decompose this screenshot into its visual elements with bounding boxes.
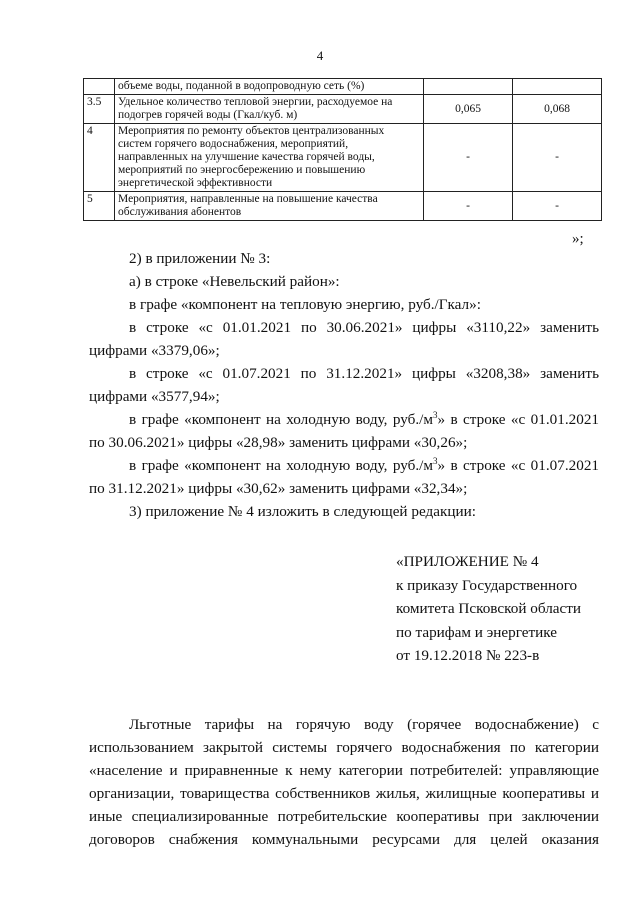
row-value-2: - bbox=[513, 192, 602, 221]
superscript: 3 bbox=[432, 409, 438, 420]
paragraph: в строке «с 01.01.2021 по 30.06.2021» цифры «3110,22» заменить цифрами «3379,06»; bbox=[89, 319, 599, 359]
row-value-1: 0,065 bbox=[424, 95, 513, 124]
row-value-1: - bbox=[424, 124, 513, 192]
amendments-body bbox=[89, 247, 599, 523]
paragraph: а) в строке «Невельский район»: bbox=[129, 273, 340, 290]
paragraph-part: в графе «компонент на холодную воду, руб./м bbox=[129, 411, 433, 428]
annex-line: к приказу Государственного bbox=[396, 576, 578, 594]
row-text: Мероприятия по ремонту объектов централизованных систем горячего водоснабжения, мероприятий, направленных на улучшение качества горячей воды, мероприятий по энергосбережению и повышению энергетической эффективности bbox=[115, 124, 424, 192]
superscript: 3 bbox=[432, 455, 438, 466]
paragraph: 2) в приложении № 3: bbox=[129, 250, 271, 267]
row-value-2: - bbox=[513, 124, 602, 192]
row-number: 3.5 bbox=[84, 95, 115, 124]
paragraph bbox=[89, 454, 599, 500]
row-value-1 bbox=[424, 79, 513, 95]
annex-header bbox=[396, 550, 581, 668]
row-value-2: 0,068 bbox=[513, 95, 602, 124]
row-text: объеме воды, поданной в водопроводную сеть (%) bbox=[115, 79, 424, 95]
quote-close: »; bbox=[572, 231, 584, 247]
page-number: 4 bbox=[316, 48, 324, 63]
annex-line: «ПРИЛОЖЕНИЕ № 4 bbox=[396, 553, 539, 570]
row-value-2 bbox=[513, 79, 602, 95]
paragraph-part: » в строке «с 01.01.2021 по 30.06.2021» цифры «28,98» заменить цифрами «30,26»; bbox=[89, 411, 600, 451]
indicators-table bbox=[83, 78, 602, 221]
paragraph: Льготные тарифы на горячую воду (горячее водоснабжение) с использованием закрытой системы горячего водоснабжения по категории «население и приравненные к нему категории потребителей: управляющие организации, товарищества собственников жилья, жилищные кооперативы и иные специализированные потребительские кооперативы при заключении договоров снабжения коммунальными ресурсами для целей оказания bbox=[89, 716, 599, 848]
annex-line: комитета Псковской области bbox=[396, 600, 582, 617]
annex-line: от 19.12.2018 № 223-в bbox=[396, 647, 540, 664]
table-row bbox=[84, 79, 602, 95]
row-number bbox=[84, 79, 115, 95]
row-text: Мероприятия, направленные на повышение качества обслуживания абонентов bbox=[115, 192, 424, 221]
table-row bbox=[84, 124, 602, 192]
paragraph-part: » в строке «с 01.07.2021 по 31.12.2021» цифры «30,62» заменить цифрами «32,34»; bbox=[89, 457, 600, 497]
tariff-paragraph bbox=[89, 713, 599, 851]
paragraph bbox=[89, 408, 599, 454]
paragraph-part: в графе «компонент на холодную воду, руб./м bbox=[129, 457, 433, 474]
row-text: Удельное количество тепловой энергии, расходуемое на подогрев горячей воды (Гкал/куб. м) bbox=[115, 95, 424, 124]
paragraph: 3) приложение № 4 изложить в следующей редакции: bbox=[129, 503, 476, 520]
table-row bbox=[84, 192, 602, 221]
paragraph: в строке «с 01.07.2021 по 31.12.2021» цифры «3208,38» заменить цифрами «3577,94»; bbox=[89, 365, 599, 405]
row-number: 4 bbox=[84, 124, 115, 192]
table-row bbox=[84, 95, 602, 124]
row-number: 5 bbox=[84, 192, 115, 221]
annex-line: по тарифам и энергетике bbox=[396, 623, 557, 641]
row-value-1: - bbox=[424, 192, 513, 221]
paragraph: в графе «компонент на тепловую энергию, руб./Гкал»: bbox=[129, 296, 481, 313]
